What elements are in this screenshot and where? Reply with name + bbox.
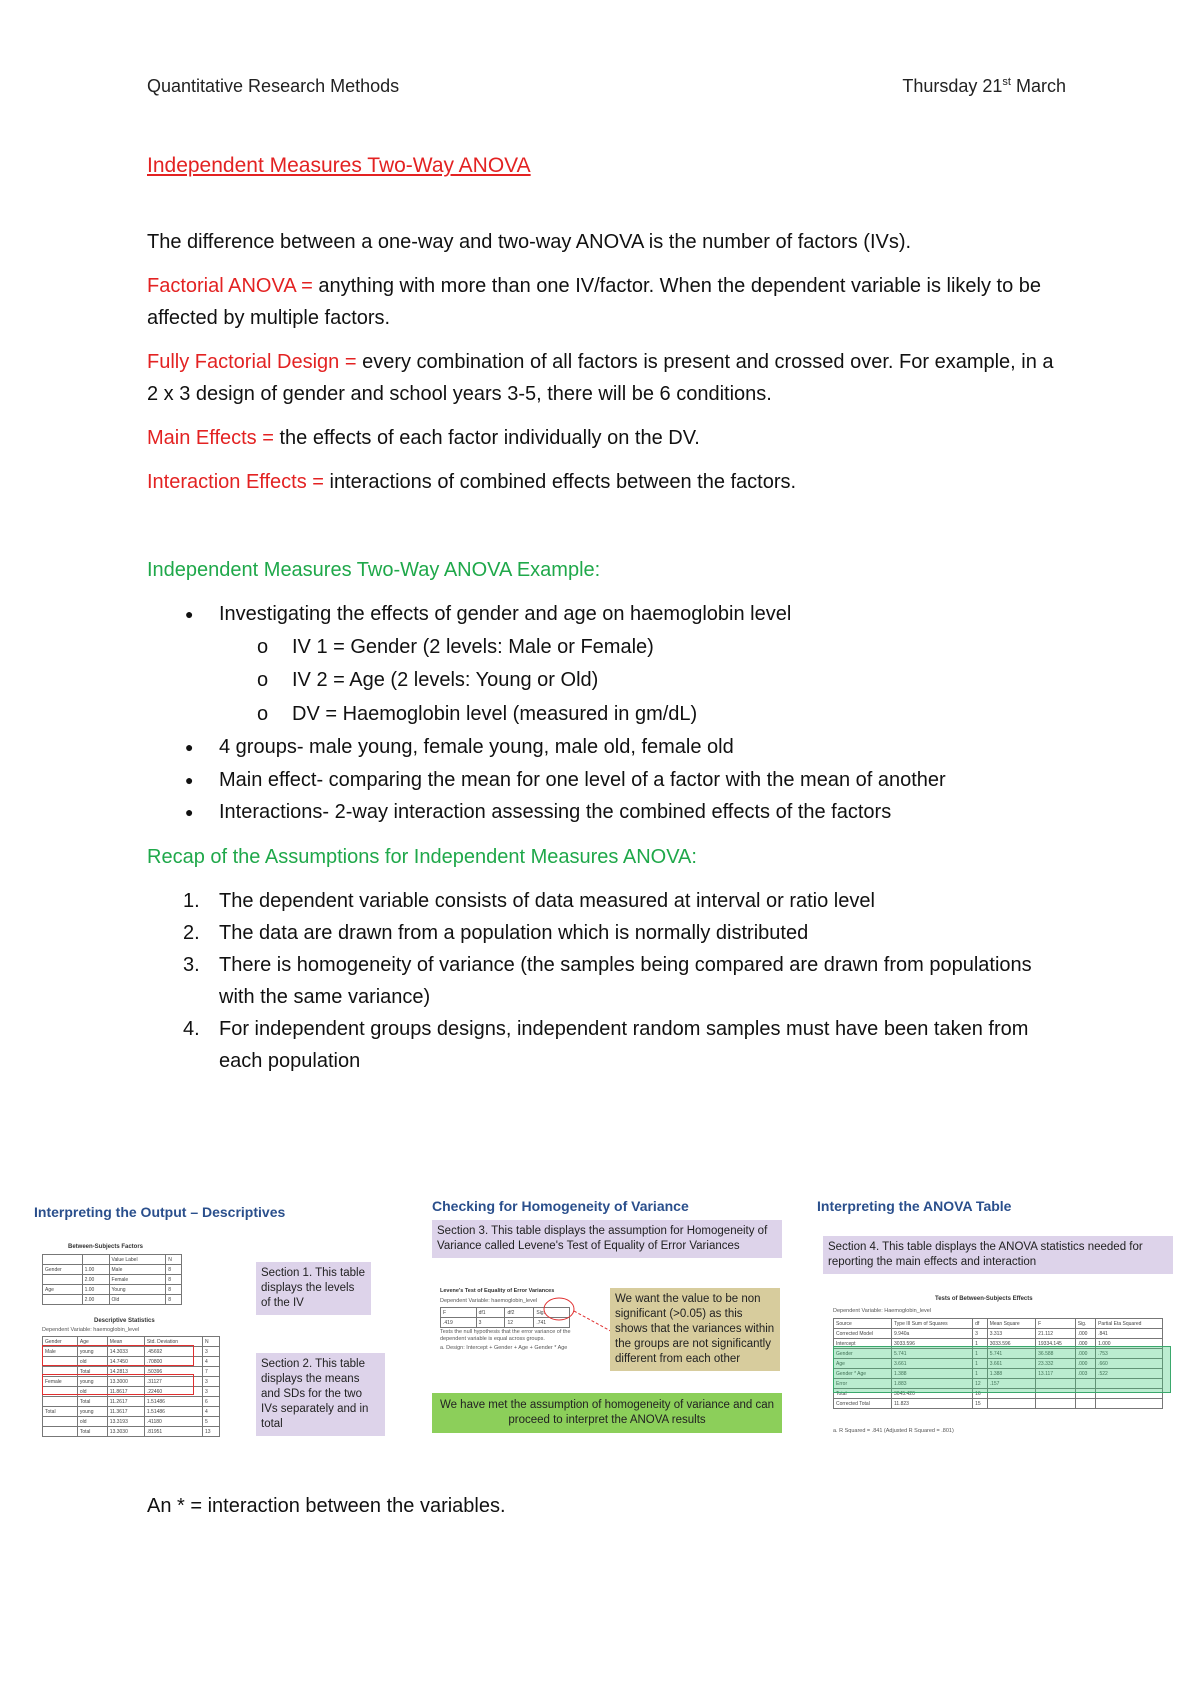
- highlight-rows: [833, 1346, 1171, 1393]
- table-cell: .50396: [144, 1367, 202, 1377]
- table-cell: N: [166, 1255, 182, 1265]
- section-2-note: Section 2. This table displays the means and SDs for the two IVs separately and in total: [256, 1353, 385, 1436]
- list-item: ● Main effect- comparing the mean for one level of a factor with the mean of another: [147, 764, 1067, 797]
- table-cell: .741: [534, 1318, 570, 1328]
- table-cell: [1096, 1399, 1163, 1409]
- table-cell: [43, 1295, 83, 1305]
- example-heading: Independent Measures Two-Way ANOVA Example:: [147, 559, 601, 581]
- example-list-2: [147, 731, 1067, 829]
- table-cell: [987, 1399, 1035, 1409]
- slide-descriptives: [34, 1198, 404, 1468]
- table-cell: .157: [987, 1379, 1035, 1389]
- table-row: [43, 1407, 220, 1417]
- table-cell: Young: [109, 1285, 166, 1295]
- table-caption: Tests of Between-Subjects Effects: [935, 1296, 1033, 1302]
- section-3-note: Section 3. This table displays the assumption for Homogeneity of Variance called Levene's Test of Equality of Error Variances: [432, 1220, 782, 1258]
- table-caption: Levene's Test of Equality of Error Variances: [440, 1288, 555, 1294]
- between-subjects-table: [42, 1254, 182, 1305]
- assumptions-heading: Recap of the Assumptions for Independent Measures ANOVA:: [147, 845, 697, 868]
- definition-factorial: Factorial ANOVA = anything with more than one IV/factor. When the dependent variable is likely to be affected by multiple factors.: [147, 275, 1042, 329]
- table-cell: 1: [973, 1349, 988, 1359]
- table-cell: F: [1036, 1319, 1076, 1329]
- table-cell: Sig.: [534, 1308, 570, 1318]
- table-cell: .841: [1096, 1329, 1163, 1339]
- table-cell: [1075, 1399, 1095, 1409]
- table-cell: .753: [1096, 1349, 1163, 1359]
- table-cell: .45692: [144, 1347, 202, 1357]
- table-row: [43, 1275, 182, 1285]
- table-cell: 19334.145: [1036, 1339, 1076, 1349]
- table-cell: .41180: [144, 1417, 202, 1427]
- table-row: [43, 1265, 182, 1275]
- table-cell: Total: [77, 1427, 107, 1437]
- list-item: o DV = Haemoglobin level (measured in gm/dL): [147, 698, 1067, 732]
- table-cell: .000: [1075, 1339, 1095, 1349]
- highlight-rect: [42, 1345, 194, 1366]
- table-cell: 1.51486: [144, 1397, 202, 1407]
- example-sublist: [147, 631, 1067, 732]
- table-cell: Gender * Age: [834, 1369, 892, 1379]
- slide-homogeneity: [432, 1198, 792, 1468]
- table-cell: [43, 1427, 78, 1437]
- header-course: Quantitative Research Methods: [147, 76, 400, 96]
- table-cell: 4: [202, 1407, 219, 1417]
- table-cell: [43, 1397, 78, 1407]
- table-cell: 13.117: [1036, 1369, 1076, 1379]
- table-cell: Male: [109, 1265, 166, 1275]
- table-cell: Total: [834, 1389, 892, 1399]
- table-row: [834, 1329, 1163, 1339]
- table-cell: 3: [973, 1329, 988, 1339]
- table-cell: Sig.: [1075, 1319, 1095, 1329]
- table-cell: old: [77, 1387, 107, 1397]
- table-cell: 3: [202, 1347, 219, 1357]
- list-item: ● 4 groups- male young, female young, male old, female old: [147, 731, 1067, 764]
- table-cell: 14.7450: [107, 1357, 144, 1367]
- table-caption: Between-Subjects Factors: [68, 1244, 144, 1250]
- table-cell: 3.313: [987, 1329, 1035, 1339]
- table-cell: old: [77, 1357, 107, 1367]
- example-list: [147, 598, 1067, 631]
- table-row: [834, 1399, 1163, 1409]
- table-subcaption: Dependent Variable: haemoglobin_level: [42, 1327, 140, 1333]
- table-cell: young: [77, 1407, 107, 1417]
- table-cell: 3.661: [987, 1359, 1035, 1369]
- table-cell: 1.388: [892, 1369, 973, 1379]
- table-cell: df: [973, 1319, 988, 1329]
- table-cell: .81951: [144, 1427, 202, 1437]
- table-cell: 1.00: [82, 1285, 109, 1295]
- table-cell: Total: [77, 1367, 107, 1377]
- table-row: [43, 1285, 182, 1295]
- table-cell: .660: [1096, 1359, 1163, 1369]
- table-cell: Gender: [834, 1349, 892, 1359]
- table-row: [43, 1397, 220, 1407]
- table-cell: 13.3000: [107, 1377, 144, 1387]
- table-cell: 1.00: [82, 1265, 109, 1275]
- table-cell: Std. Deviation: [144, 1337, 202, 1347]
- table-cell: 1: [973, 1359, 988, 1369]
- table-cell: Source: [834, 1319, 892, 1329]
- table-cell: .003: [1075, 1369, 1095, 1379]
- table-cell: 1.883: [892, 1379, 973, 1389]
- table-cell: Intercept: [834, 1339, 892, 1349]
- list-item: o IV 2 = Age (2 levels: Young or Old): [147, 664, 1067, 698]
- table-cell: .000: [1075, 1329, 1095, 1339]
- table-cell: Total: [43, 1407, 78, 1417]
- table-cell: 3: [202, 1387, 219, 1397]
- table-cell: Corrected Total: [834, 1399, 892, 1409]
- table-cell: 5: [202, 1417, 219, 1427]
- section-4-note: Section 4. This table displays the ANOVA statistics needed for reporting the main effects and interaction: [823, 1236, 1173, 1274]
- table-row: [43, 1255, 182, 1265]
- table-cell: 11.2617: [107, 1397, 144, 1407]
- table-cell: 12: [973, 1379, 988, 1389]
- table-cell: F: [441, 1308, 477, 1318]
- table-cell: 7: [202, 1367, 219, 1377]
- list-item: o IV 1 = Gender (2 levels: Male or Female): [147, 631, 1067, 665]
- table-cell: 1: [973, 1339, 988, 1349]
- table-cell: 13: [202, 1427, 219, 1437]
- table-cell: 8: [166, 1265, 182, 1275]
- table-cell: Age: [834, 1359, 892, 1369]
- table-cell: 4: [202, 1357, 219, 1367]
- table-cell: [43, 1255, 83, 1265]
- significance-note: We want the value to be non significant (>0.05) as this shows that the variances within the groups are not significantly different from each other: [610, 1288, 780, 1371]
- table-cell: Gender: [43, 1337, 78, 1347]
- table-cell: .31127: [144, 1377, 202, 1387]
- table-row: [43, 1295, 182, 1305]
- footer-note: An * = interaction between the variables.: [147, 1495, 506, 1517]
- table-cell: 5.741: [892, 1349, 973, 1359]
- table-cell: young: [77, 1347, 107, 1357]
- table-cell: .522: [1096, 1369, 1163, 1379]
- table-cell: 8: [166, 1275, 182, 1285]
- table-cell: 11.8617: [107, 1387, 144, 1397]
- table-cell: [1036, 1399, 1076, 1409]
- table-cell: df1: [476, 1308, 505, 1318]
- table-cell: 11.823: [892, 1399, 973, 1409]
- table-cell: 3: [476, 1318, 505, 1328]
- table-cell: .70800: [144, 1357, 202, 1367]
- table-cell: 1.388: [987, 1369, 1035, 1379]
- table-cell: 16: [973, 1389, 988, 1399]
- table-cell: Corrected Model: [834, 1329, 892, 1339]
- table-cell: [82, 1255, 109, 1265]
- table-cell: 5.741: [987, 1349, 1035, 1359]
- table-cell: Gender: [43, 1265, 83, 1275]
- table-cell: 9.940a: [892, 1329, 973, 1339]
- table-cell: .000: [1075, 1349, 1095, 1359]
- table-cell: 3.661: [892, 1359, 973, 1369]
- table-cell: 2.00: [82, 1275, 109, 1285]
- table-cell: df2: [505, 1308, 534, 1318]
- table-cell: 13.3193: [107, 1417, 144, 1427]
- highlight-rect: [42, 1374, 194, 1395]
- list-item: 2. The data are drawn from a population which is normally distributed: [183, 921, 809, 944]
- table-cell: [43, 1275, 83, 1285]
- definition-main-effects: Main Effects = the effects of each factor individually on the DV.: [147, 427, 700, 449]
- table-cell: 3: [202, 1377, 219, 1387]
- table-cell: young: [77, 1377, 107, 1387]
- table-cell: 21.112: [1036, 1329, 1076, 1339]
- table-row: [43, 1427, 220, 1437]
- table-cell: Female: [43, 1377, 78, 1387]
- table-cell: Partial Eta Squared: [1096, 1319, 1163, 1329]
- table-cell: 1.000: [1096, 1339, 1163, 1349]
- table-row: [834, 1319, 1163, 1329]
- page-title: Independent Measures Two-Way ANOVA: [147, 154, 531, 177]
- table-cell: 14.3033: [107, 1347, 144, 1357]
- intro-paragraph: The difference between a one-way and two-way ANOVA is the number of factors (IVs).: [147, 231, 912, 253]
- definition-fully-factorial: Fully Factorial Design = every combination of all factors is present and crossed over. For example, in a 2 x 3 design of gender and school years 3-5, there will be 6 conditions.: [147, 351, 1054, 405]
- table-cell: Mean: [107, 1337, 144, 1347]
- table-cell: .22460: [144, 1387, 202, 1397]
- header-date: Thursday 21st March: [902, 76, 1066, 96]
- table-cell: 6: [202, 1397, 219, 1407]
- table-caption: Descriptive Statistics: [94, 1318, 155, 1324]
- table-cell: 8: [166, 1285, 182, 1295]
- list-item: 3. There is homogeneity of variance (the samples being compared are drawn from populations with the same variance): [183, 953, 1032, 1008]
- table-note: a. Design: Intercept + Gender + Age + Gender * Age: [440, 1345, 568, 1351]
- table-cell: Type III Sum of Squares: [892, 1319, 973, 1329]
- slide-title-descriptives: Interpreting the Output – Descriptives: [34, 1204, 286, 1220]
- table-cell: Male: [43, 1347, 78, 1357]
- list-item: 1. The dependent variable consists of data measured at interval or ratio level: [183, 889, 875, 912]
- list-item: ● Investigating the effects of gender and age on haemoglobin level: [147, 598, 1067, 631]
- assumption-met-note: We have met the assumption of homogeneity of variance and can proceed to interpret the ANOVA results: [432, 1393, 782, 1433]
- table-cell: Age: [43, 1285, 83, 1295]
- table-cell: old: [77, 1417, 107, 1427]
- table-cell: 15: [973, 1399, 988, 1409]
- table-cell: Old: [109, 1295, 166, 1305]
- table-cell: 3033.596: [892, 1339, 973, 1349]
- table-cell: Error: [834, 1379, 892, 1389]
- table-subcaption: Dependent Variable: Haemoglobin_level: [833, 1308, 932, 1314]
- table-cell: Female: [109, 1275, 166, 1285]
- table-cell: 8: [166, 1295, 182, 1305]
- slide-title-homogeneity: Checking for Homogeneity of Variance: [432, 1198, 689, 1214]
- section-1-note: Section 1. This table displays the levels of the IV: [256, 1262, 371, 1315]
- table-cell: 23.332: [1036, 1359, 1076, 1369]
- table-cell: 2.00: [82, 1295, 109, 1305]
- table-cell: 14.2813: [107, 1367, 144, 1377]
- table-cell: N: [202, 1337, 219, 1347]
- table-cell: .419: [441, 1318, 477, 1328]
- document-body: [147, 150, 1067, 1077]
- table-cell: 12: [505, 1318, 534, 1328]
- table-note: a. R Squared = .841 (Adjusted R Squared = .801): [833, 1428, 954, 1434]
- table-cell: Mean Square: [987, 1319, 1035, 1329]
- table-note: Tests the null hypothesis that the error variance of the dependent variable is equal across groups.: [440, 1329, 571, 1342]
- table-cell: 3033.596: [987, 1339, 1035, 1349]
- table-cell: [43, 1417, 78, 1427]
- table-cell: 11.3617: [107, 1407, 144, 1417]
- table-cell: 1: [973, 1369, 988, 1379]
- table-row: [43, 1417, 220, 1427]
- assumptions-list: [147, 885, 1067, 1077]
- table-cell: .000: [1075, 1359, 1095, 1369]
- slide-anova: [817, 1198, 1179, 1468]
- slide-title-anova: Interpreting the ANOVA Table: [817, 1198, 1012, 1214]
- table-cell: 13.3030: [107, 1427, 144, 1437]
- table-cell: 1.51486: [144, 1407, 202, 1417]
- list-item: ● Interactions- 2-way interaction assessing the combined effects of the factors: [147, 796, 1067, 829]
- table-subcaption: Dependent Variable: haemoglobin_level: [440, 1298, 538, 1304]
- table-cell: Age: [77, 1337, 107, 1347]
- table-cell: 3045.420: [892, 1389, 973, 1399]
- table-cell: Value Label: [109, 1255, 166, 1265]
- table-cell: Total: [77, 1397, 107, 1407]
- definition-interaction-effects: Interaction Effects = interactions of combined effects between the factors.: [147, 471, 797, 493]
- list-item: 4. For independent groups designs, independent random samples must have been taken from each population: [183, 1017, 1029, 1072]
- table-cell: 36.588: [1036, 1349, 1076, 1359]
